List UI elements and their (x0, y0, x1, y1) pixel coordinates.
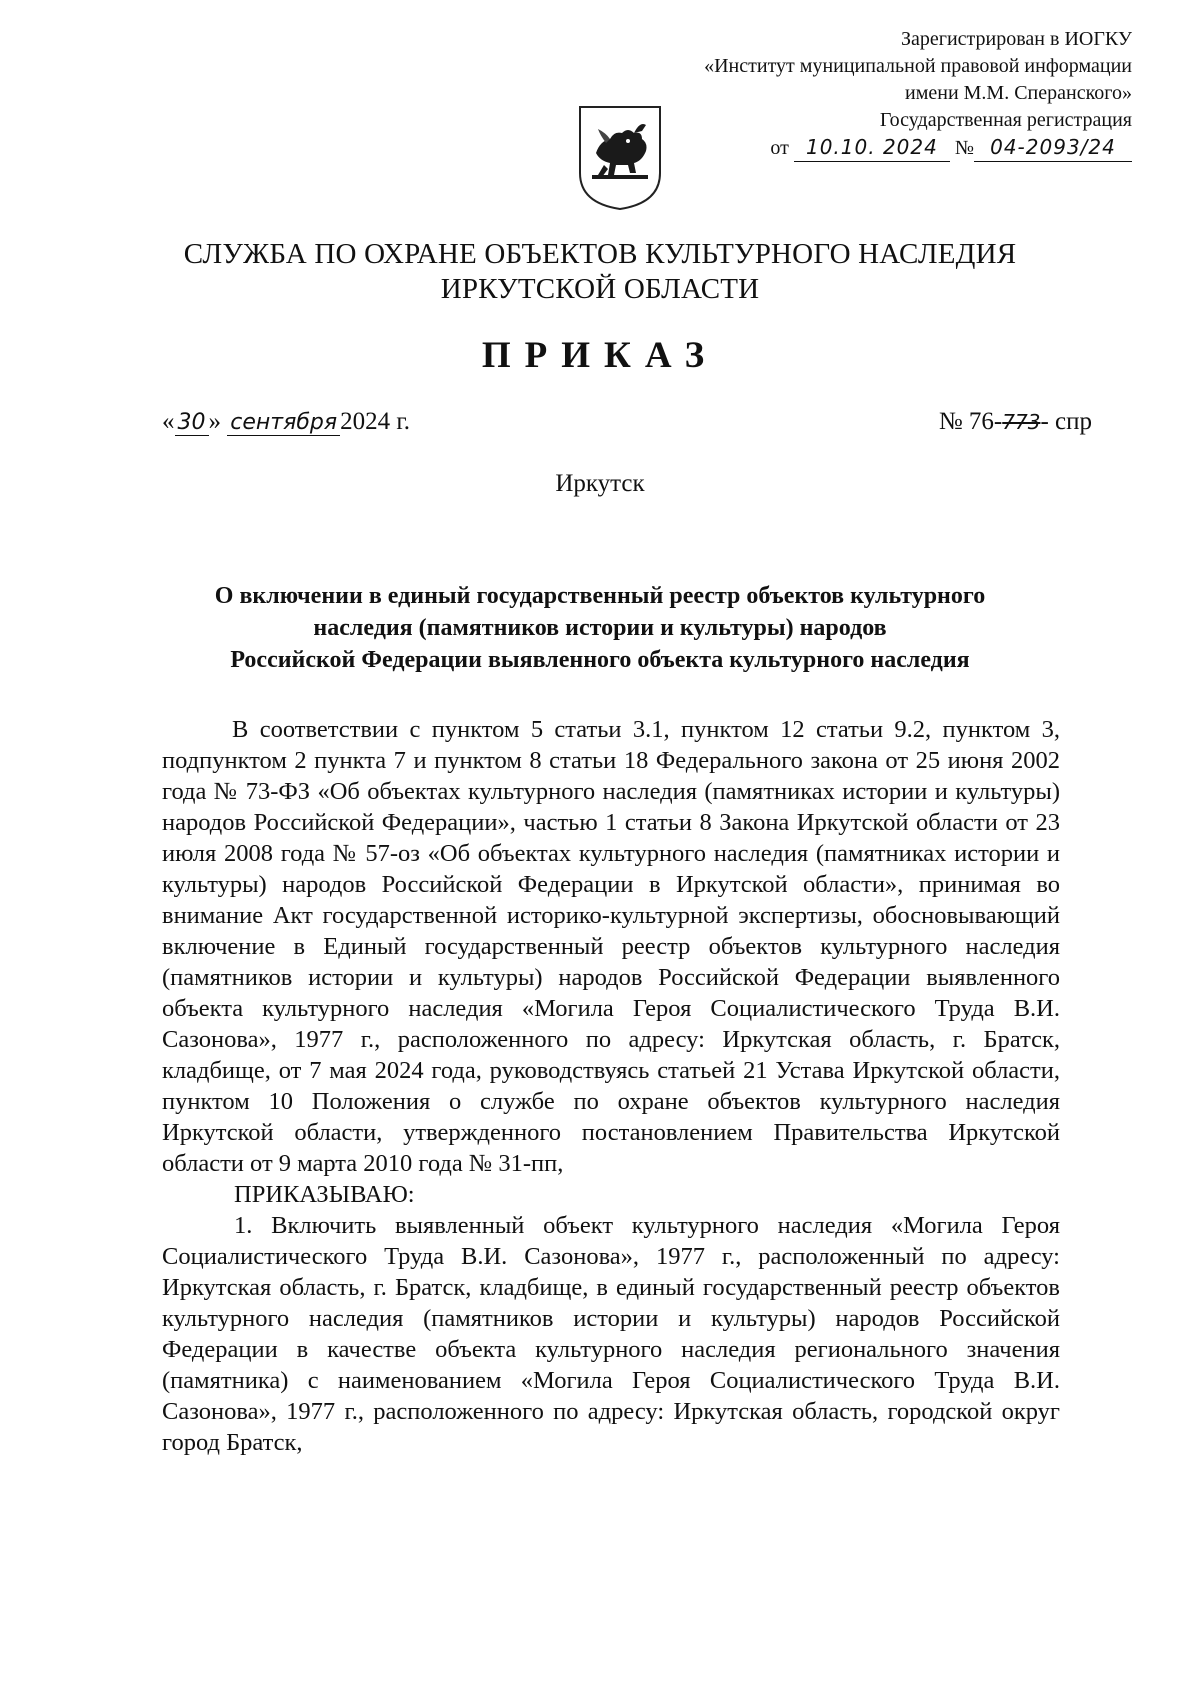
order-word: ПРИКАЗЫВАЮ: (234, 1181, 415, 1208)
heading-line-1: О включении в единый государственный реестр объектов культурного (214, 583, 986, 609)
document-body (162, 714, 1060, 1458)
date-close-quote: » (208, 408, 221, 435)
heading-line-2: наследия (памятников истории и культуры) народов (313, 615, 887, 641)
order-item-1: 1. Включить выявленный объект культурного наследия «Могила Героя Социалистического Труда В.И. Сазонова», 1977 г., расположенный по адресу: Иркутская область, г. Братск, кладбище, в единый государственный реестр объектов культурного наследия (памятников истории и культуры) народов Российской Федерации в качестве объекта культурного наследия регионального значения (памятника) с наименованием «Могила Героя Социалистического Труда В.И. Сазонова», 1977 г., расположенного по адресу: Иркутская область, городской округ город Братск, (162, 1212, 1060, 1456)
date-month-handwritten: сентября (227, 410, 340, 436)
date-day-handwritten: 30 (175, 410, 209, 436)
preamble-paragraph: В соответствии с пунктом 5 статьи 3.1, пунктом 12 статьи 9.2, пунктом 3, подпунктом 2 пункта 7 и пунктом 8 статьи 18 Федерального закона от 25 июня 2002 года № 73-ФЗ «Об объектах культурного наследия (памятниках истории и культуры) народов Российской Федерации», частью 1 статьи 8 Закона Иркутской области от 23 июля 2008 года № 57-оз «Об объектах культурного наследия (памятниках истории и культуры) народов Российской Федерации в Иркутской области», принимая во внимание Акт государственной историко-культурной экспертизы, обосновывающий включение в Единый государственный реестр объектов культурного наследия (памятников истории и культуры) народов Российской Федерации выявленного объекта культурного наследия «Могила Героя Социалистического Труда В.И. Сазонова», 1977 г., расположенного по адресу: Иркутская область, г. Братск, кладбище, от 7 мая 2024 года, руководствуясь статьей 21 Устава Иркутской области, пунктом 10 Положения о службе по охране объектов культурного наследия Иркутской области, утвержденного постановлением Правительства Иркутской области от 9 марта 2010 года № 31-пп, (162, 716, 1060, 1177)
registration-line-1: Зарегистрирован в ИОГКУ (901, 28, 1132, 50)
order-number-suffix: - спр (1040, 408, 1092, 435)
authority-line-1: СЛУЖБА ПО ОХРАНЕ ОБЪЕКТОВ КУЛЬТУРНОГО НАСЛЕДИЯ (183, 238, 1017, 270)
order-number-handwritten: 773 (1002, 410, 1041, 434)
order-title: ПРИКАЗ (481, 335, 719, 376)
order-number-prefix: № 76- (938, 408, 1003, 435)
registration-line-3: имени М.М. Сперанского» (905, 82, 1132, 104)
registration-stamp (612, 26, 1132, 162)
order-date (162, 408, 410, 436)
registration-line-2: «Институт муниципальной правовой информации (704, 55, 1132, 77)
registration-line-4: Государственная регистрация (879, 109, 1132, 131)
authority-name (0, 237, 1200, 307)
registration-date-handwritten: 10.10. 2024 (794, 134, 950, 162)
registration-date-number (612, 134, 1132, 162)
registration-date-prefix: от (770, 137, 789, 159)
authority-line-2: ИРКУТСКОЙ ОБЛАСТИ (440, 273, 760, 305)
registration-number-prefix: № (954, 137, 974, 159)
date-year: 2024 г. (340, 408, 411, 435)
city-name: Иркутск (555, 470, 645, 497)
document-heading (150, 580, 1050, 676)
irkutsk-coat-of-arms-icon (576, 103, 664, 213)
registration-number-handwritten: 04-2093/24 (974, 134, 1132, 162)
order-number (939, 408, 1092, 436)
heading-line-3: Российской Федерации выявленного объекта культурного наследия (230, 647, 970, 673)
date-open-quote: « (162, 408, 175, 435)
